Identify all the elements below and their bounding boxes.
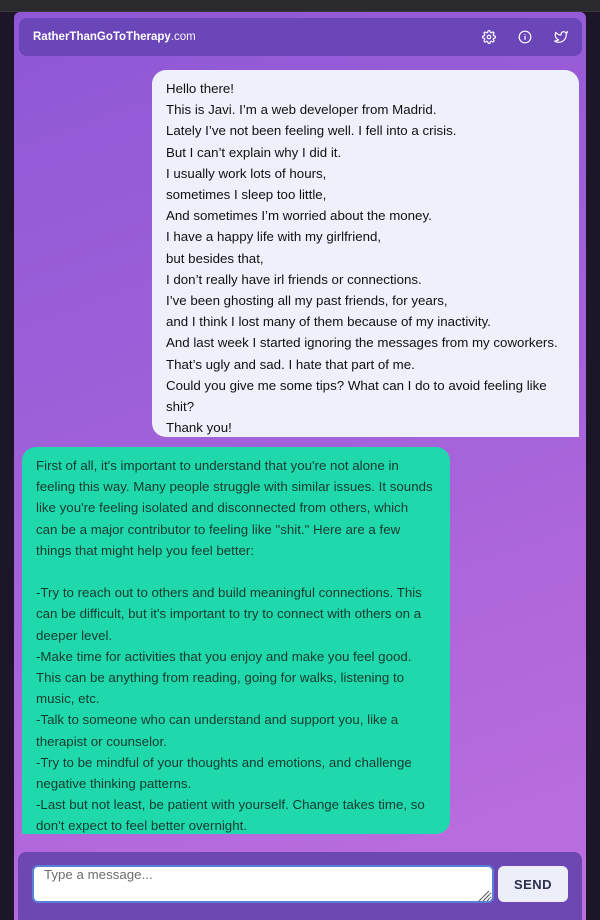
brand-name: RatherThanGoToTherapy: [33, 31, 171, 43]
message-input[interactable]: [32, 865, 494, 903]
message-line: I don’t really have irl friends or connections.: [166, 271, 422, 287]
message-line: negative thinking patterns.: [36, 776, 192, 792]
chat-app: [14, 12, 586, 920]
message-line: deeper level.: [36, 627, 113, 643]
message-line: therapist or counselor.: [36, 733, 167, 749]
message-line: feeling this way. Many people struggle with similar issues. It sounds: [36, 479, 433, 495]
message-line: -Make time for activities that you enjoy and make you feel good.: [36, 648, 412, 664]
header-actions: [482, 30, 568, 44]
app-header: [19, 18, 582, 56]
bot-message-bubble: [22, 447, 450, 834]
message-line: -Try to reach out to others and build meaningful connections. This: [36, 585, 422, 601]
message-line: First of all, it's important to understand that you're not alone in: [36, 458, 399, 473]
message-line: Lately I’ve not been feeling well. I fell into a crisis.: [166, 123, 457, 139]
message-line: but besides that,: [166, 250, 264, 266]
brand-logo[interactable]: [33, 31, 196, 43]
user-message-bubble: [152, 70, 579, 437]
resize-grip-icon[interactable]: [476, 887, 490, 901]
message-line: Could you give me some tips? What can I do to avoid feeling like: [166, 377, 547, 393]
message-line: shit?: [166, 399, 195, 415]
message-line: -Try to be mindful of your thoughts and emotions, and challenge: [36, 754, 412, 770]
send-button[interactable]: SEND: [498, 866, 568, 902]
message-line: [36, 561, 436, 582]
message-line: I’ve been ghosting all my past friends, for years,: [166, 293, 448, 309]
message-line: I have a happy life with my girlfriend,: [166, 229, 382, 245]
gear-icon[interactable]: [482, 30, 496, 44]
message-line: music, etc.: [36, 691, 100, 707]
message-line: This can be anything from reading, going for walks, listening to: [36, 670, 405, 686]
message-line: -Talk to someone who can understand and support you, like a: [36, 712, 399, 728]
message-line: But I can’t explain why I did it.: [166, 144, 342, 160]
brand-tld: .com: [170, 31, 196, 43]
left-edge: [0, 12, 14, 920]
message-line: things that might help you feel better:: [36, 542, 255, 558]
message-line: can be a major contributor to feeling like "shit." Here are a few: [36, 521, 401, 537]
message-line: Thank you!: [166, 420, 232, 436]
message-line: That’s ugly and sad. I hate that part of me.: [166, 356, 415, 372]
message-line: This is Javi. I’m a web developer from Madrid.: [166, 102, 437, 118]
twitter-icon[interactable]: [554, 30, 568, 44]
message-line: And sometimes I’m worried about the money.: [166, 208, 432, 224]
message-line: -Last but not least, be patient with yourself. Change takes time, so: [36, 797, 425, 813]
composer-bar: [18, 852, 582, 920]
message-line: don't expect to feel better overnight.: [36, 818, 247, 834]
message-line: can be difficult, but it's important to try to connect with others on a: [36, 606, 422, 622]
message-line: like you're feeling isolated and disconnected from others, which: [36, 500, 409, 516]
message-line: I usually work lots of hours,: [166, 165, 327, 181]
message-line: Hello there!: [166, 81, 234, 96]
info-icon[interactable]: [518, 30, 532, 44]
message-line: And last week I started ignoring the messages from my coworkers.: [166, 335, 558, 351]
browser-top-strip: [0, 0, 600, 12]
message-line: and I think I lost many of them because of my inactivity.: [166, 314, 491, 330]
right-edge: [584, 12, 600, 920]
message-line: sometimes I sleep too little,: [166, 187, 327, 203]
